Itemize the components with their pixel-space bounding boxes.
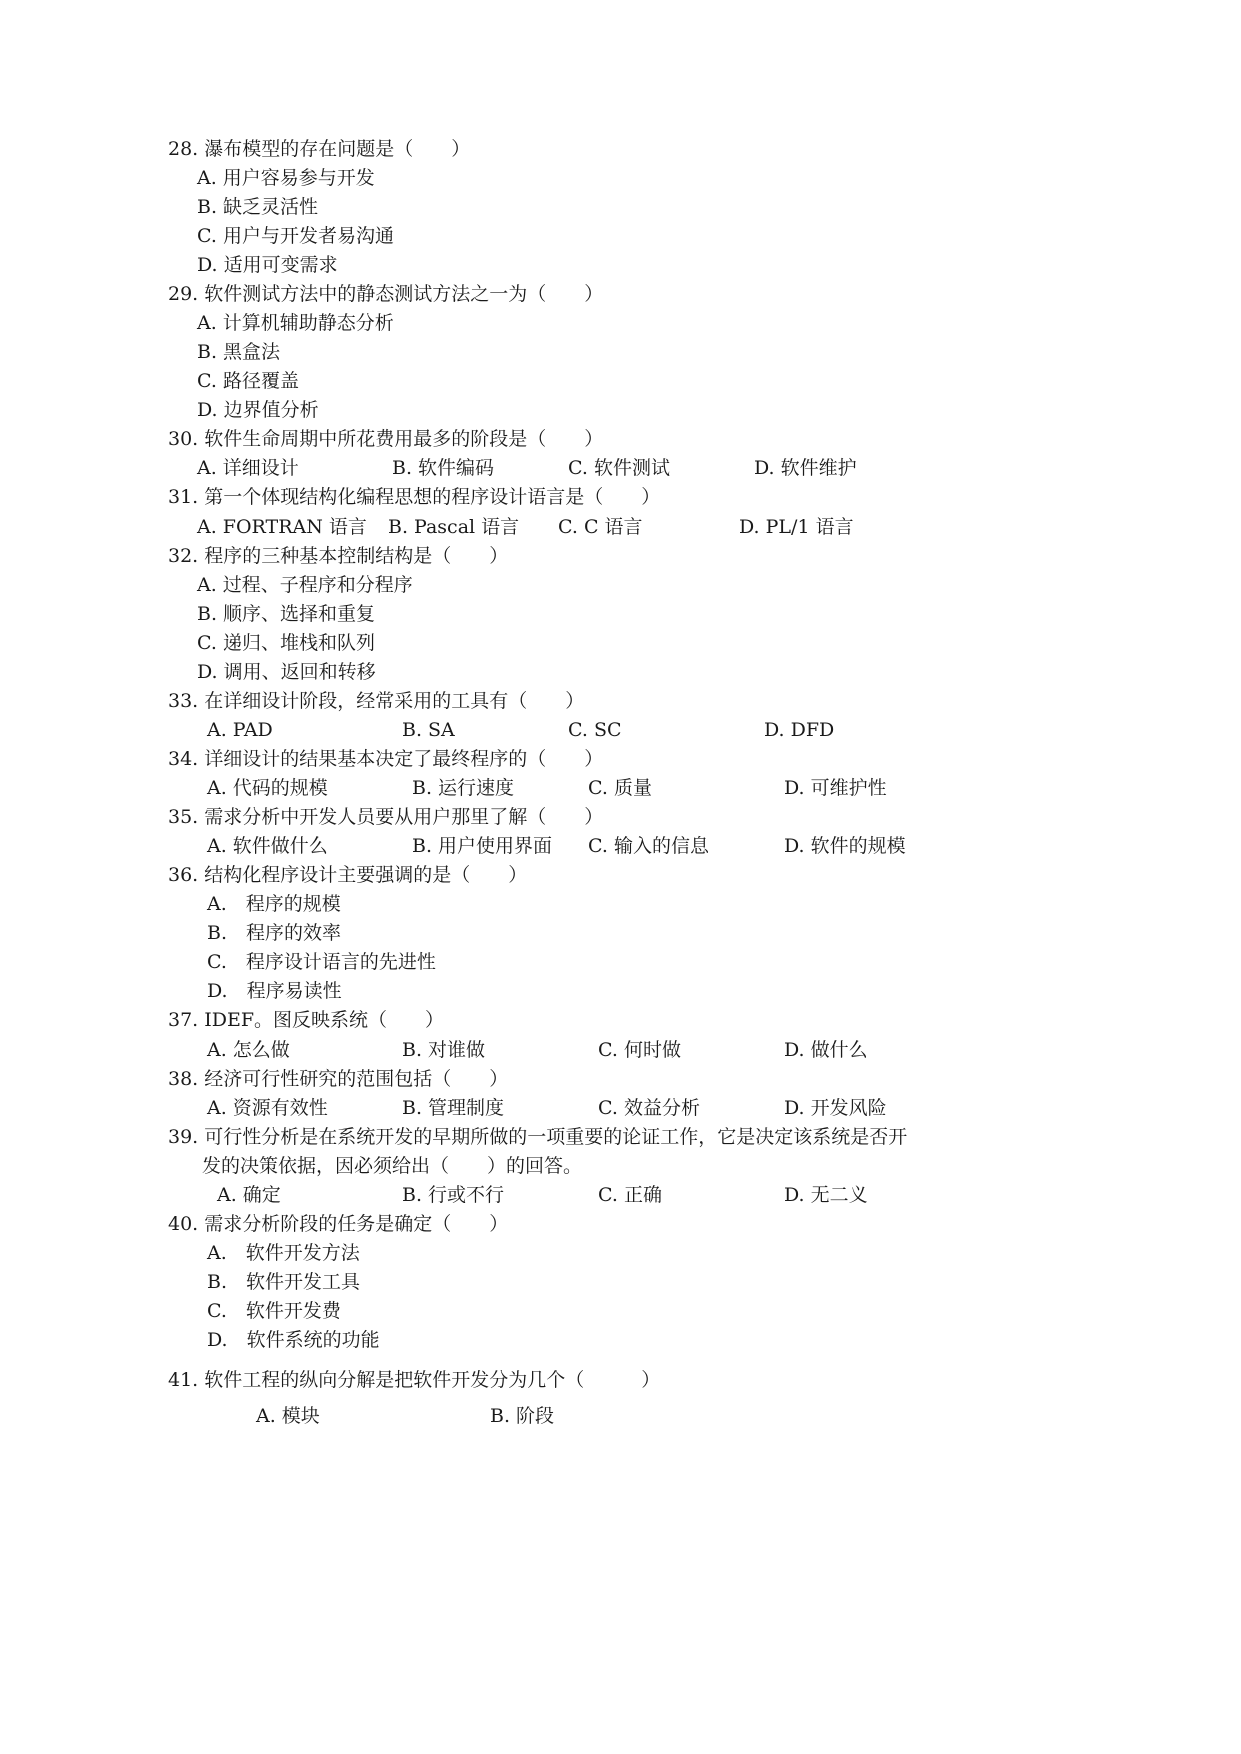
question-33-stem <box>168 689 584 713</box>
question-33-option-a: A. PAD <box>207 719 273 741</box>
question-41-option-b: B. 阶段 <box>490 1405 555 1427</box>
question-number: 30. <box>168 428 199 450</box>
question-33-option-b: B. SA <box>402 719 455 741</box>
question-text: 需求分析中开发人员要从用户那里了解（ ） <box>204 806 604 828</box>
question-text: 经济可行性研究的范围包括（ ） <box>204 1068 509 1090</box>
question-text: 软件工程的纵向分解是把软件开发分为几个（ ） <box>204 1369 661 1391</box>
question-39-option-a: A. 确定 <box>217 1184 281 1206</box>
question-31-option-d: D. PL/1 语言 <box>739 516 854 538</box>
question-29-option-a: A. 计算机辅助静态分析 <box>197 312 394 334</box>
question-28-option-b: B. 缺乏灵活性 <box>197 196 319 218</box>
question-36-stem <box>168 863 527 887</box>
question-39-option-c: C. 正确 <box>598 1184 662 1206</box>
question-40-option-d: D. 软件系统的功能 <box>207 1329 380 1351</box>
question-38-stem <box>168 1067 508 1091</box>
question-32-option-c: C. 递归、堆栈和队列 <box>197 632 375 654</box>
question-38-option-a: A. 资源有效性 <box>207 1097 328 1119</box>
question-29-option-b: B. 黑盒法 <box>197 341 281 363</box>
question-32-option-b: B. 顺序、选择和重复 <box>197 603 376 625</box>
question-38-option-d: D. 开发风险 <box>784 1097 887 1119</box>
question-40-option-b: B. 软件开发工具 <box>207 1271 361 1293</box>
question-39-stem <box>168 1125 907 1149</box>
question-40-option-a: A. 软件开发方法 <box>207 1242 360 1264</box>
question-39-option-d: D. 无二义 <box>784 1184 868 1206</box>
question-number: 41. <box>168 1369 199 1391</box>
question-number: 31. <box>168 486 199 508</box>
question-35-option-b: B. 用户使用界面 <box>412 835 553 857</box>
question-38-option-c: C. 效益分析 <box>598 1097 700 1119</box>
question-number: 33. <box>168 690 199 712</box>
question-30-option-b: B. 软件编码 <box>392 457 495 479</box>
question-text: IDEF。图反映系统（ ） <box>204 1009 445 1031</box>
question-text: 可行性分析是在系统开发的早期所做的一项重要的论证工作，它是决定该系统是否开 <box>204 1126 908 1148</box>
question-31-stem <box>168 485 660 509</box>
question-30-option-d: D. 软件维护 <box>754 457 857 479</box>
question-36-option-a: A. 程序的规模 <box>207 893 341 915</box>
question-29-stem <box>168 282 603 306</box>
question-34-option-c: C. 质量 <box>588 777 652 799</box>
question-text: 软件测试方法中的静态测试方法之一为（ ） <box>204 283 604 305</box>
question-37-option-a: A. 怎么做 <box>207 1039 290 1061</box>
question-number: 36. <box>168 864 199 886</box>
question-31-option-c: C. C 语言 <box>558 516 643 538</box>
question-28-option-a: A. 用户容易参与开发 <box>197 167 375 189</box>
question-number: 37. <box>168 1009 199 1031</box>
question-35-option-c: C. 输入的信息 <box>588 835 709 857</box>
question-number: 38. <box>168 1068 199 1090</box>
question-37-option-b: B. 对谁做 <box>402 1039 486 1061</box>
question-31-option-a: A. FORTRAN 语言 <box>197 516 367 538</box>
question-number: 35. <box>168 806 199 828</box>
question-41-stem <box>168 1368 660 1392</box>
question-number: 32. <box>168 545 199 567</box>
question-32-stem <box>168 544 508 568</box>
question-30-option-c: C. 软件测试 <box>568 457 670 479</box>
question-29-option-c: C. 路径覆盖 <box>197 370 299 392</box>
question-text: 详细设计的结果基本决定了最终程序的（ ） <box>204 748 604 770</box>
question-34-option-a: A. 代码的规模 <box>207 777 328 799</box>
question-34-option-d: D. 可维护性 <box>784 777 887 799</box>
question-35-option-a: A. 软件做什么 <box>207 835 328 857</box>
question-39-option-b: B. 行或不行 <box>402 1184 505 1206</box>
question-28-stem <box>168 137 470 161</box>
question-number: 28. <box>168 138 199 160</box>
question-37-option-d: D. 做什么 <box>784 1039 868 1061</box>
question-text: 结构化程序设计主要强调的是（ ） <box>204 864 528 886</box>
question-number: 39. <box>168 1126 199 1148</box>
question-39-stem-continuation: 发的决策依据，因必须给出（ ）的回答。 <box>202 1155 583 1177</box>
question-35-option-d: D. 软件的规模 <box>784 835 906 857</box>
question-34-option-b: B. 运行速度 <box>412 777 515 799</box>
question-40-option-c: C. 软件开发费 <box>207 1300 341 1322</box>
question-33-option-d: D. DFD <box>764 719 835 741</box>
question-32-option-d: D. 调用、返回和转移 <box>197 661 376 683</box>
question-35-stem <box>168 805 603 829</box>
question-30-option-a: A. 详细设计 <box>197 457 299 479</box>
question-text: 需求分析阶段的任务是确定（ ） <box>204 1213 509 1235</box>
question-text: 软件生命周期中所花费用最多的阶段是（ ） <box>204 428 604 450</box>
question-36-option-b: B. 程序的效率 <box>207 922 342 944</box>
question-38-option-b: B. 管理制度 <box>402 1097 505 1119</box>
question-text: 瀑布模型的存在问题是（ ） <box>204 138 471 160</box>
question-text: 程序的三种基本控制结构是（ ） <box>204 545 509 567</box>
question-30-stem <box>168 427 603 451</box>
question-31-option-b: B. Pascal 语言 <box>388 516 520 538</box>
question-32-option-a: A. 过程、子程序和分程序 <box>197 574 413 596</box>
question-36-option-c: C. 程序设计语言的先进性 <box>207 951 436 973</box>
question-number: 34. <box>168 748 199 770</box>
question-36-option-d: D. 程序易读性 <box>207 980 342 1002</box>
question-number: 40. <box>168 1213 199 1235</box>
question-34-stem <box>168 747 603 771</box>
question-28-option-d: D. 适用可变需求 <box>197 254 338 276</box>
question-number: 29. <box>168 283 199 305</box>
question-29-option-d: D. 边界值分析 <box>197 399 319 421</box>
question-28-option-c: C. 用户与开发者易沟通 <box>197 225 394 247</box>
question-37-stem <box>168 1008 444 1032</box>
question-41-option-a: A. 模块 <box>256 1405 320 1427</box>
question-40-stem <box>168 1212 508 1236</box>
question-text: 在详细设计阶段，经常采用的工具有（ ） <box>204 690 585 712</box>
question-33-option-c: C. SC <box>568 719 622 741</box>
question-37-option-c: C. 何时做 <box>598 1039 681 1061</box>
question-text: 第一个体现结构化编程思想的程序设计语言是（ ） <box>204 486 661 508</box>
